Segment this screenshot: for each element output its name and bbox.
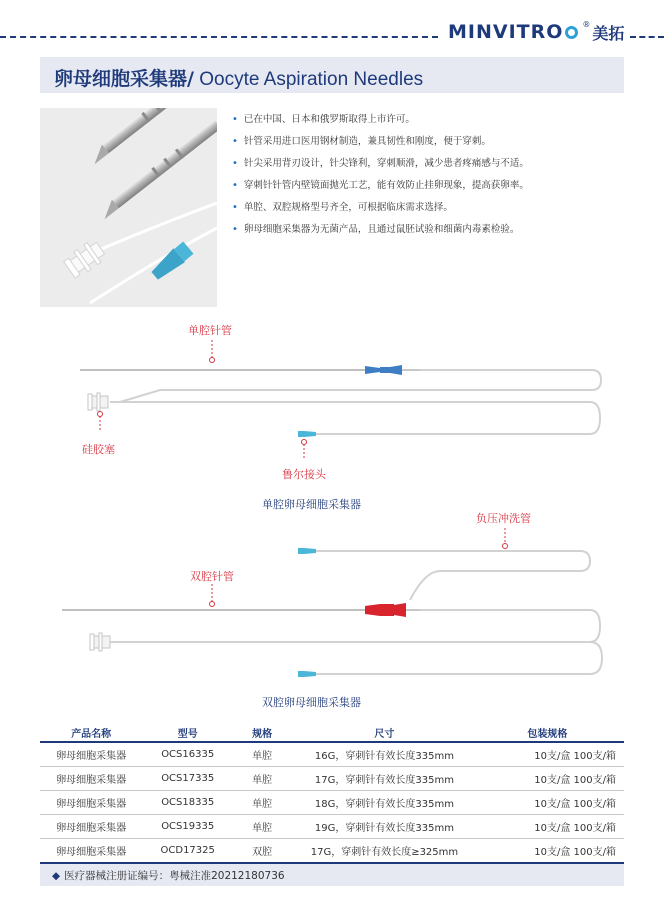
col-size: 尺寸 xyxy=(291,723,478,742)
product-table xyxy=(40,723,624,864)
bullet-dot-icon: • xyxy=(232,136,238,147)
single-lumen-caption: 单腔卵母细胞采集器 xyxy=(262,498,361,511)
bullet-dot-icon: • xyxy=(232,158,238,169)
col-spec: 规格 xyxy=(233,723,291,742)
luer-connector-flush xyxy=(298,548,316,554)
table-row: 卵母细胞采集器 OCS16335 单腔 16G，穿刺针有效长度335mm 10支/盒 100支/箱 xyxy=(40,742,624,767)
table-row: 卵母细胞采集器 OCS17335 单腔 17G，穿刺针有效长度335mm 10支/盒 100支/箱 xyxy=(40,767,624,791)
table-header-row xyxy=(40,723,624,742)
registration-number xyxy=(52,868,285,883)
bullet-dot-icon: • xyxy=(232,180,238,191)
table-row: 卵母细胞采集器 OCD17325 双腔 17G，穿刺针有效长度≥325mm 10支/盒 100支/箱 xyxy=(40,839,624,864)
feature-item: • 针管采用进口医用钢材制造，兼具韧性和刚度，便于穿刺。 xyxy=(232,136,491,147)
bullet-dot-icon: • xyxy=(232,114,238,125)
luer-connector-single xyxy=(298,431,316,437)
double-needle-label: 双腔针管 xyxy=(190,570,234,583)
silicone-stopper-label: 硅胶塞 xyxy=(82,443,115,456)
single-lumen-diagram xyxy=(80,340,601,460)
diamond-icon: ◆ xyxy=(52,870,61,882)
col-model: 型号 xyxy=(142,723,233,742)
double-lumen-caption: 双腔卵母细胞采集器 xyxy=(262,696,361,709)
single-hub-left xyxy=(365,366,380,374)
double-hub xyxy=(365,604,380,616)
title-en: Oocyte Aspiration Needles xyxy=(193,69,424,90)
silicone-stopper-double xyxy=(90,633,110,651)
table-row: 卵母细胞采集器 OCS19335 单腔 19G，穿刺针有效长度335mm 10支/盒 100支/箱 xyxy=(40,815,624,839)
flush-tube-label: 负压冲洗管 xyxy=(476,512,531,525)
registration-text: 医疗器械注册证编号：粤械注准20212180736 xyxy=(64,870,285,882)
feature-item: • 已在中国、日本和俄罗斯取得上市许可。 xyxy=(232,114,415,125)
col-product-name: 产品名称 xyxy=(40,723,142,742)
logo-text-en: MINVITRO xyxy=(448,21,564,43)
bullet-dot-icon: • xyxy=(232,202,238,213)
table-row: 卵母细胞采集器 OCS18335 单腔 18G，穿刺针有效长度335mm 10支/盒 100支/箱 xyxy=(40,791,624,815)
luer-connector-label: 鲁尔接头 xyxy=(282,468,326,481)
single-needle-label: 单腔针管 xyxy=(188,324,232,337)
luer-connector-double xyxy=(298,671,316,677)
bullet-dot-icon: • xyxy=(232,224,238,235)
silicone-stopper xyxy=(88,393,108,411)
col-packaging: 包装规格 xyxy=(478,723,624,742)
feature-item: • 卵母细胞采集器为无菌产品，且通过鼠胚试验和细菌内毒素检验。 xyxy=(232,224,520,235)
double-lumen-diagram xyxy=(62,528,602,677)
registered-mark: ® xyxy=(582,19,591,29)
title-cn: 卵母细胞采集器/ xyxy=(54,68,194,90)
feature-item: • 穿刺针针管内壁镜面抛光工艺，能有效防止挂卵现象，提高获卵率。 xyxy=(232,180,529,191)
feature-item: • 单腔、双腔规格型号齐全，可根据临床需求选择。 xyxy=(232,202,453,213)
feature-item: • 针尖采用背刃设计，针尖锋利，穿刺顺滑，减少患者疼痛感与不适。 xyxy=(232,158,529,169)
logo-text-cn: 美拓 xyxy=(592,23,625,43)
